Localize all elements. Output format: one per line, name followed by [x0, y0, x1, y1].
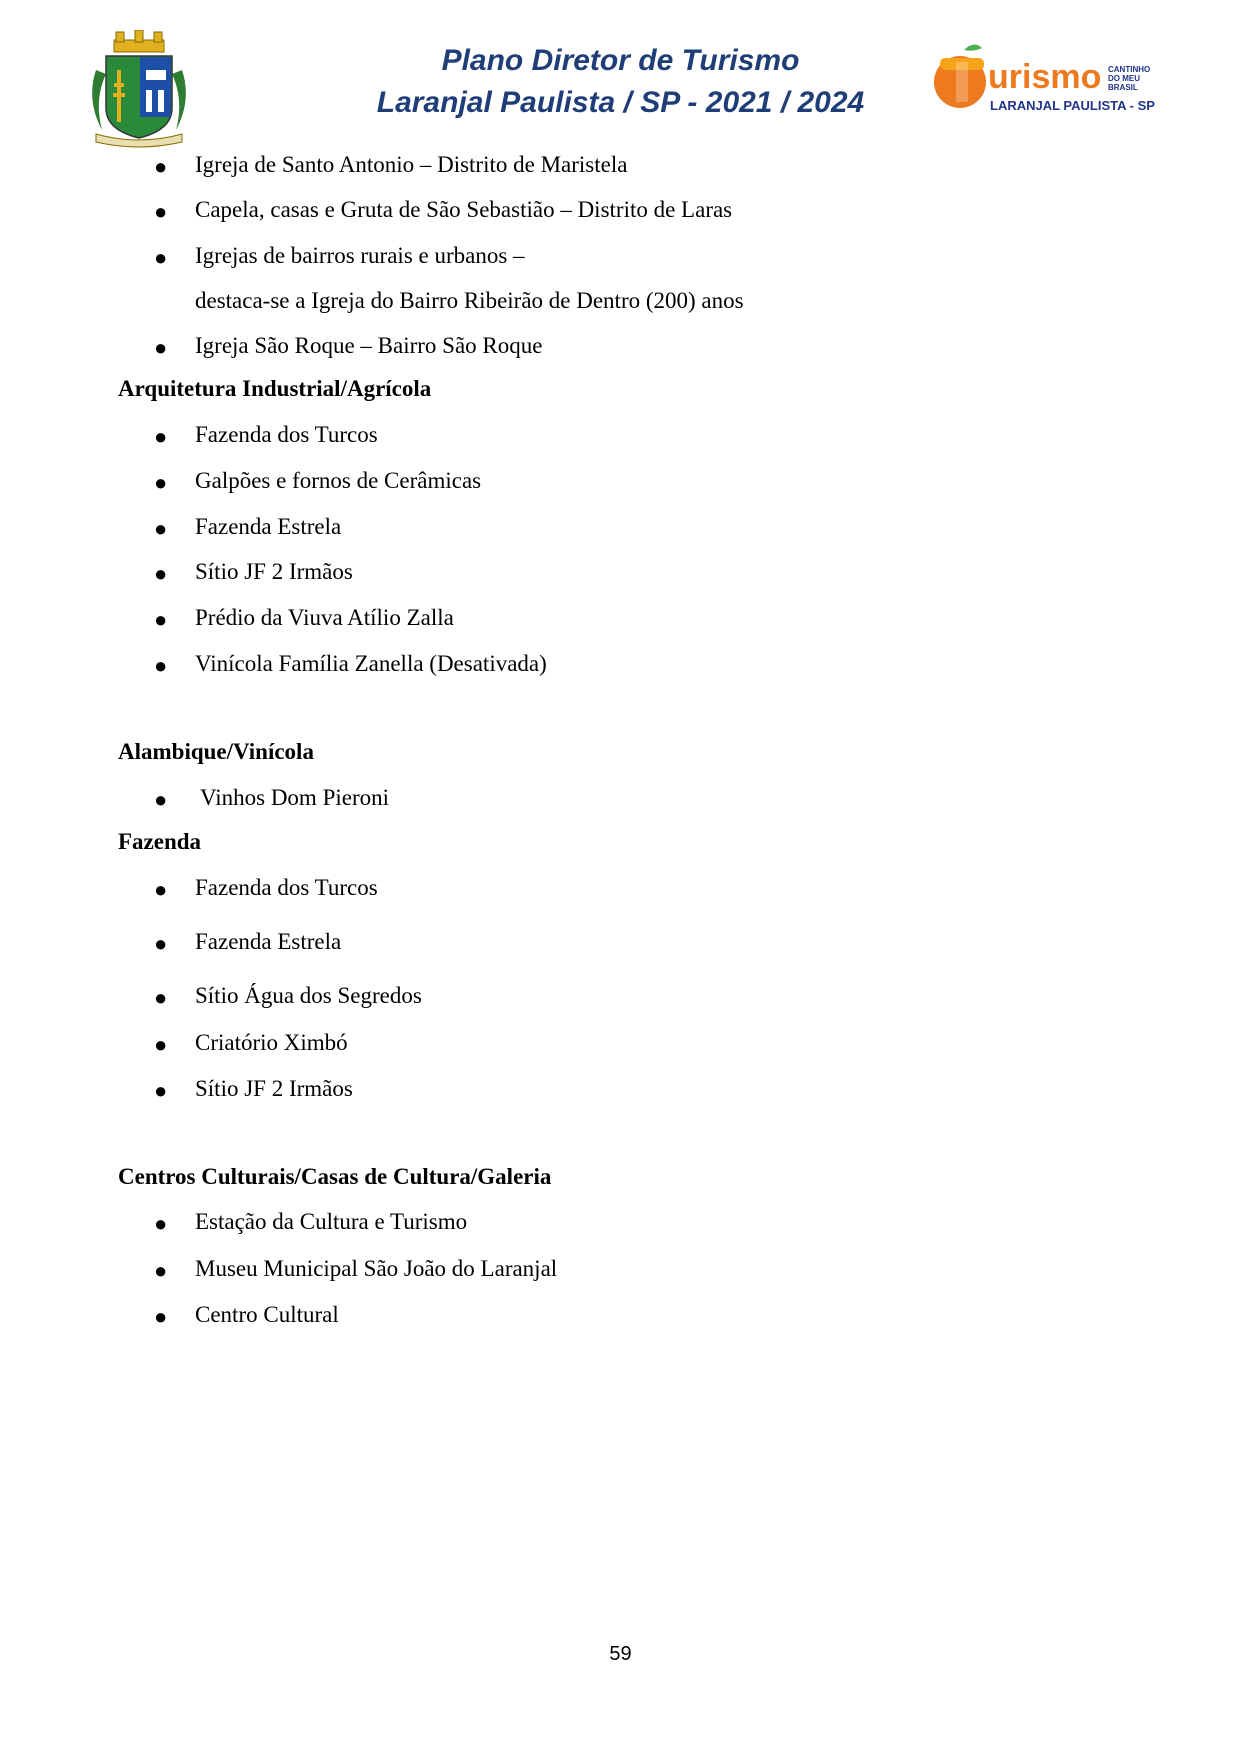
document-title-line2: Laranjal Paulista / SP - 2021 / 2024 — [376, 86, 865, 119]
logo-place: LARANJAL PAULISTA - SP — [990, 98, 1155, 113]
list-item: Museu Municipal São João do Laranjal — [195, 1256, 558, 1281]
bullet-icon: ● — [154, 154, 168, 179]
logo-tag-line2: DO MEU — [1108, 74, 1140, 83]
bullet-icon: ● — [154, 985, 168, 1010]
section-heading-centros: Centros Culturais/Casas de Cultura/Galeria — [118, 1164, 552, 1189]
tourism-logo — [930, 40, 1165, 120]
bullet-icon: ● — [154, 516, 168, 541]
bullet-icon: ● — [154, 470, 168, 495]
list-item: Sítio JF 2 Irmãos — [195, 1076, 353, 1101]
list-item: Igreja de Santo Antonio – Distrito de Maristela — [195, 152, 628, 177]
list-item: Fazenda Estrela — [195, 929, 342, 954]
list-item: Fazenda dos Turcos — [195, 875, 378, 900]
section-heading-arquitetura: Arquitetura Industrial/Agrícola — [118, 376, 432, 401]
list-item: Centro Cultural — [195, 1302, 339, 1327]
list-item: Sítio JF 2 Irmãos — [195, 559, 353, 584]
section-heading-fazenda: Fazenda — [118, 829, 202, 854]
list-item: Igrejas de bairros rurais e urbanos – — [195, 243, 525, 268]
list-item: Prédio da Viuva Atílio Zalla — [195, 605, 454, 630]
list-item: Criatório Ximbó — [195, 1030, 348, 1055]
section-heading-alambique: Alambique/Vinícola — [118, 739, 314, 764]
bullet-icon: ● — [154, 653, 168, 678]
bullet-icon: ● — [154, 199, 168, 224]
list-item: Sítio Água dos Segredos — [195, 983, 422, 1008]
bullet-icon: ● — [154, 787, 168, 812]
logo-tag-line3: BRASIL — [1108, 83, 1138, 92]
page-number: 59 — [609, 1643, 632, 1665]
bullet-icon: ● — [154, 1078, 168, 1103]
list-item: Fazenda Estrela — [195, 514, 342, 539]
list-item: Igreja São Roque – Bairro São Roque — [195, 333, 543, 358]
logo-tag-line1: CANTINHO — [1108, 65, 1151, 74]
bullet-icon: ● — [154, 561, 168, 586]
bullet-icon: ● — [154, 877, 168, 902]
bullet-icon: ● — [154, 607, 168, 632]
bullet-icon: ● — [154, 1304, 168, 1329]
list-item: Capela, casas e Gruta de São Sebastião – Distrito de Laras — [195, 197, 733, 222]
list-item: Fazenda dos Turcos — [195, 422, 378, 447]
list-item: Estação da Cultura e Turismo — [195, 1209, 468, 1234]
bullet-icon: ● — [154, 335, 168, 360]
document-title-line1: Plano Diretor de Turismo — [441, 44, 800, 77]
list-item: Vinícola Família Zanella (Desativada) — [195, 651, 547, 676]
bullet-icon: ● — [154, 1211, 168, 1236]
bullet-icon: ● — [154, 1258, 168, 1283]
bullet-icon: ● — [154, 1032, 168, 1057]
bullet-icon: ● — [154, 424, 168, 449]
bullet-icon: ● — [154, 245, 168, 270]
bullet-icon: ● — [154, 931, 168, 956]
list-item-continuation: destaca-se a Igreja do Bairro Ribeirão de Dentro (200) anos — [195, 288, 744, 313]
list-item: Galpões e fornos de Cerâmicas — [195, 468, 482, 493]
logo-brand-word: urismo — [988, 58, 1102, 96]
list-item: Vinhos Dom Pieroni — [200, 785, 390, 810]
